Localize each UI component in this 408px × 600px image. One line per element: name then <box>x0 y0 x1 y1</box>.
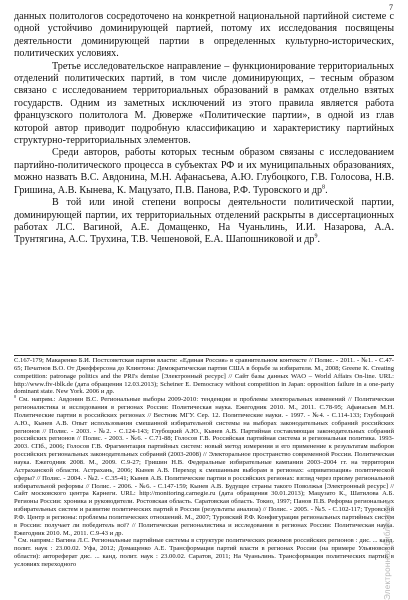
footnotes <box>14 357 394 569</box>
footnote-separator <box>14 355 394 356</box>
footnote-9-text: См. напрям.: Вагина Л.С. Региональные партийные системы в структуре политических режимов российских регионов : дис. ... канд. полит. наук : 23.00.02. Уфа, 2012; Домащенко А.Е. Трансформация партий власти в регионах России (на примере Ульяновской области): автореферат дис. ... канд. полит. наук : 23.00.02. Саратов, 2011; На Чуаньлинь. Трансформация политических партий в условиях переходного <box>14 537 394 568</box>
footnote-8-marker: 8 <box>14 394 16 400</box>
paragraph-1: данных политологов сосредоточено на конкретной национальной партийной системе с одной устойчиво доминирующей партией, потому их исследования посвящены деятельности доминирующей партии в определенных культурно-исторических, политических условиях. <box>14 11 394 60</box>
paragraph-4-end: . <box>317 234 320 246</box>
footnote-8 <box>14 396 394 537</box>
paragraph-3-end: . <box>325 184 328 196</box>
library-watermark: Электронная библиотека <box>383 499 392 600</box>
main-text <box>14 11 394 247</box>
page-number: 7 <box>389 3 393 12</box>
paragraph-4-text: В той или иной степени вопросы деятельности политической партии, доминирующей партии, их территориальных отделений раскрыты в диссертационных работах Л.С. Вагиной, А.Е. Домащенко, На Чуаньлинь, И.И. Назарова, А.А. Трунтягина, А.С. Трухина, Т.В. Чешеновой, Е.А. Шапошниковой и др <box>14 197 394 246</box>
footnote-continued: С.167-179; Макаренко Б.И. Постсоветская партия власти: «Единая Россия» в сравнительном контексте // Полис. - 2011. - №1. - С.47-65; Печатнов В.О. От Джефферсона до Клинтона: Демократическая партия США в борьбе за избирателя. М., 2008; Greene K. Creating competition: patronage politics and the PRI's demise [Электронный ресурс] // Сайт базы данных WAO – World Affairs On-line. URL: http://www.fiv-iblk.de (дата обращения 12.03.2013); Scheiner E. Democracy without competition in Japan: opposition failure in a one-party dominant state. New York. 2006 и др. <box>14 357 394 396</box>
paragraph-3 <box>14 147 394 197</box>
footnote-ref-8: 8 <box>322 184 326 191</box>
paragraph-2: Третье исследовательское направление – функционирование территориальных отделений политических партий, в том числе доминирующих, – тесным образом связано с исследованием территориальных образований в рамках отдельно взятых государств. Одним из заметных исключений из этого правила является работа французского политолога М. Дюверже «Политические партии», в одной из глав которой автор приводит подробную классификацию и характеристику партийных структурно-территориальных элементов. <box>14 60 394 147</box>
paragraph-3-text: Среди авторов, работы которых тесным образом связаны с исследованием партийно-политического процесса в субъектах РФ и их муниципальных образованиях, можно назвать В.С. Авдонина, М.Н. Афанасьева, А.Ю. Глубоцкого, Г.В. Голосова, Н.В. Гришина, А.В. Кынева, К. Мацузато, П.В. Панова, Р.Ф. Туровского и др <box>14 147 394 196</box>
footnote-9 <box>14 537 394 568</box>
footnote-ref-9: 9 <box>314 233 318 240</box>
footnote-9-marker: 9 <box>14 535 16 541</box>
footnote-8-text: См. напрям.: Авдонин В.С. Региональные выборы 2009-2010: тенденции и проблемы электоральных изменений // Политическая регионалистика и исследования в регионах России: Политическая наука. Ежегодник 2010. М., 2011. С.78-95; Афанасьев М.Н. Политические партии в российских регионах // Вестник МГУ. Сер. 12. Политические науки. - 1997. - №4. - С.114-133; Глубоцкий А.Ю., Кынев А.В. Опыт использования смешанной избирательной системы на выборах законодательных собраний российских регионов // Полис. - 2003. - №2. - С.124-143; Глубоцкий А.Ю., Кынев А.В. Партийная составляющая законодательных собраний российских регионов // Полис. - 2003. - №6. - С.71-88; Голосов Г.В. Российская партийная система и региональная политика. 1993-2003. СПб., 2006; Голосов Г.В. Фрагментация партийных систем: новый метод измерения и его применение к результатам выборов российских региональных законодательных собраний (2003-2008) // Электоральное пространство современной России. Политическая наука. Ежегодник 2008. М., 2009. С.9-27; Гришин Н.В. Федеральные избирательные кампании 2003–2004 гг. на территории Астраханской области. Астрахань, 2006; Кынев А.В. Переход к смешанным выборам в регионах: «приватизация» политической сферы? // Полис. - 2004. - №2. - С.35-41; Кынев А.В. Политические партии в российских регионах: взгляд через призму региональной избирательной реформы // Полис. - 2006. - №6. - С.147-159; Кынев А.В. Будущее страны такого Поволжья [Электронный ресурс] // Сайт московского центра Карнеги. URL: http://monitoring.carnegie.ru (дата обращения 30.01.2013); Мацузато К., Шатилова А.Б. Регионы России: хроника и руководители. Ростовская область. Саратовская область. Токио, 1997; Панов П.В. Реформа региональных избирательных систем и развитие политических партий в России (результаты анализа) // Полис. - 2005. - №5. - С.102-117; Туровский Р.Ф. Центр и регионы: проблемы политических отношений. М., 2007; Туровский Р.Ф. Конфигурации региональных партийных систем в России: получает ли победитель всё? // Политическая регионалистика и исследования в регионах России: Политическая наука. Ежегодник 2010. М., 2011. С.9-43 и др. <box>14 396 394 537</box>
paragraph-4 <box>14 197 394 247</box>
